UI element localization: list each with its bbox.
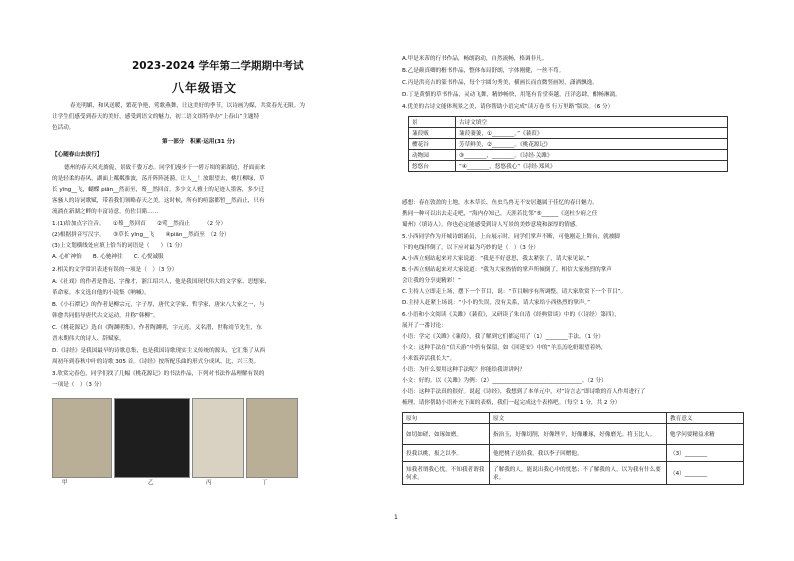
table-cell: 指治玉，好像切削，好像锉平，好像雕琢，好像磨光。将玉比人。 [490,424,667,445]
passage-line: 德州的春天风光旖旎，景致千姿万态。同学们漫步于一碧万顷的新湖边，抒面而来 [64,165,266,171]
table-cell: 动物园 [409,150,456,161]
question-1-3: (3)上文划横线处应填上恰当的词语是（ ）（1 分） [52,243,186,249]
poetry-fill-table [408,116,728,172]
option-d: D.《诗经》是我国最早的诗歌总集，也是我国诗歌现实主义传统的源头，它汇集了从西 [52,348,266,354]
dialogue-line: 小语：这种手法真的很好。说起《诗经》，我想到了本单元中，对“诗言志”即诗歌的育人作用进行了 [402,389,646,395]
calligraphy-image-bing [192,398,244,478]
question-4: 4.优美的古诗文能体现景之美，请你帮助小语完成“读万卷书 行万里路”版块。（6 分） [402,104,614,110]
option-d: D.主持人赶紧上场说：“小小的失误，没有关系，请大家给小西热烈的掌声。” [402,300,591,306]
option-a-cont: 革命家。本文选自他的小说集《呐喊》。 [52,290,150,296]
option-d-cont: 周初年到春秋中叶的诗歌 305 首。《诗经》按所配乐曲的形式分成风、比、兴三类。 [52,359,260,365]
calligraphy-image-ding [246,398,298,478]
calligraphy-image-yi [114,398,190,478]
passage-line: 长 yīng__飞，蝴蝶 piān__然而至，蓦__然回首，多少文人雅士的足迹人墨客，多少迁 [52,187,265,193]
intro-line: 春光明媚，和风送暖，繁花争艳，莺歌燕舞，让这美好的季节，以诗画为媒，共赏春光无限。为 [70,103,305,109]
table-cell: 如切如磋，如琢如磨。 [403,424,490,445]
table-cell: “④________，悠悠我心”《诗经·郑风》 [456,161,728,172]
image-label: 丙 [206,480,212,486]
table-cell: 他把桃子送给我，我以李子回赠他。 [490,445,667,462]
dialogue-line: 小语：为什么要用这种手法呢？你能给我讲讲吗？ [402,367,526,373]
q4-note: 感想：春在敦盈的土地，水木草长、鱼虫鸟兽无不安居邀属于佳忆的春日魅力。 [402,200,598,206]
table-header-cell: 原文 [490,413,667,424]
poetry-meaning-table [402,412,744,485]
table-cell: （3）________ [667,445,744,462]
intro-line: 色活动。 [52,125,75,131]
table-header-row [409,117,728,128]
table-cell: （4）________ [667,462,744,485]
option-d: D.丁是黄慎的草书作品，灵动飞舞，精妙畅快，用笔有肯堂奏越，汪洋恣肆，酣畅淋漓。 [402,92,621,98]
intro-line: 让学生们感受到春天的美好，感受到语文的魅力，初二语文组特举办“上春山”主题特 [52,114,260,120]
table-cell: 了解我的人，能说出我心中的忧愁；不了解我的人，以为我有什么要求。 [490,462,667,485]
option-a: A.《社戏》的作者是鲁迅，字豫才，浙江绍兴人，他是我国现代伟大的文学家、思想家、 [52,279,271,285]
table-row [403,424,744,445]
passage-line: 流淌在新湖之畔的丰富诗意，仿佐目睹…… [52,209,159,215]
table-header-row [403,413,744,424]
table-cell: 樱花谷 [409,139,456,150]
image-label: 丁 [262,480,268,486]
question-3: 3.欣赏完春色，同学们找了几幅《桃花源记》的书法作品，下列对书法作品理解有误的 [52,371,265,377]
page-number: 1 [394,514,398,521]
option-b: B.《小石潭记》的作者是柳宗元，字子厚，唐代文学家、哲学家，唐宋八大家之一，与 [52,302,265,308]
question-6: 6.小语和小文阅读《关雎》《蒹葭》，又研读了朱自清《经典常谈》中的《〈诗经〉第四》， [402,312,620,318]
question-5-cont: 下的电线拌倒了。以下应对最为巧妙的是（ ）（3 分） [402,245,539,251]
right-column [402,0,747,561]
dialogue-line: 小语：学完《关雎》《蒹葭》，我了解到它们都运用了（1）________手法。（1 分） [402,334,604,340]
question-1-options: A. 心旷神怡 B. 心驰神往 C. 心悦诚服 [52,254,164,260]
image-label: 甲 [62,480,68,486]
table-cell: 知我者谓我心忧，不知我者谓我何求。 [403,462,490,485]
question-1-1: 1.(1)给加点字注音。 ①蓦__然回首 ②莺__然而止 （2 分） [52,221,227,227]
table-header-cell: 景 [409,117,456,128]
option-c: C.主持人立即走上场，摆下一个节目，说：“节目顺序有所调整，请大家欣赏下一个节目”。 [402,289,627,295]
question-5: 5.小西同学作为开城诗朗诵员，上台展示时，同学们掌声不断，可他刚走上舞台，就被脚 [402,234,620,240]
left-column [52,0,388,561]
table-cell: 蒹葭贩 [409,128,456,139]
question-3-cont: 一项是（ ）（3 分） [52,382,105,388]
exam-title: 2023-2024 学年第二学期期中考试 [132,60,304,72]
dialogue-line: 小文：好的。以《关雎》为例：（2）________________________________。（2 分） [402,378,607,384]
option-b: B.小西立刻站起来对大家说道：“我为大家热情的掌声所倾倒了，相信大家热烈的掌声 [402,267,612,273]
table-row [409,139,728,150]
table-row [403,462,744,485]
option-b-cont: 韩愈共同倡导唐代古文运动，并称“韩柳”。 [52,313,159,319]
option-a: A.甲是米芾的行书作品，畅朗韵动，自然流畅，格调非凡。 [402,56,548,62]
dialogue-line: 小文：这种手法在“信天游”中仍有保留，如《回延安》中的“羊羔羔吃奶眼望着妈， [402,345,607,351]
table-cell: ③________，________。《诗经·关雎》 [456,150,728,161]
option-a: A.小西立刻站起来对大家说道：“我是不好意思，我太紧张了，请大家见谅。” [402,256,590,262]
passage-line: 客骚人的诗词歌赋，带着我们领略春天之美。这时候，所有的喧嚣都暂__然而止，只有 [52,198,265,204]
image-label: 乙 [148,480,154,486]
table-cell: 投我以桃，报之以李。 [403,445,490,462]
question-1-2: (2)根据拼音写汉字。 ③草长 yīng__飞 ④piān__然而至 （2 分） [52,232,230,238]
dialogue-line: 小米饭养活我长大”。 [402,356,456,362]
option-c-cont: 晋末期伟大的诗人、辞赋家。 [52,336,125,342]
activity-header: 【心随春山去拔行】 [52,152,103,158]
table-cell: 勉学问要精益求精 [667,424,744,445]
table-cell: 蒹葭萋萋，①________。”《蒹葭》 [456,128,728,139]
calligraphy-image-jia [52,398,112,478]
passage-line: 的是轻柔的春风，湖面上粼粼推波，荡开阵阵涟漪，让人__！放眼望去，桃红柳绿，草 [52,176,265,182]
table-header-cell: 教育意义 [667,413,744,424]
table-row [409,161,728,172]
table-row [409,128,728,139]
question-6-cont: 展开了一番讨论： [402,323,447,329]
q4-note: 携同一种可以出去走走吧，“海内存知己，天涯若比邻”⑤______《送杜少府之任 [402,211,598,217]
table-row [409,150,728,161]
subject-title: 八年级语文 [172,81,238,95]
table-cell: 悠悠台 [409,161,456,172]
table-header-cell: 古诗文填空 [456,117,728,128]
option-b-cont: 会让我的分享更精彩！” [402,278,461,284]
section-header: 第一部分 积累·运用(31 分) [162,139,235,145]
q4-note: 蜀州》（填诗人），你也必定能感受到诗人写景的美妙意境和深厚的情感。 [402,222,581,228]
table-row [403,445,744,462]
table-header-cell: 原句 [403,413,490,424]
option-c: C.《桃花源记》选自《陶渊明集》，作者陶渊明，字元亮，又名潜，世称靖节先生，东 [52,325,262,331]
table-cell: 芳草鲜美，②________。《桃花源记》 [456,139,728,150]
dialogue-line: 梳理，请你帮助小语补充下面的表格，我们一起完成这个表格吧。（每空 1 分，共 2 分） [402,400,621,406]
question-2: 2.相关的文学常识表述有误的一项是（ ）（3 分） [52,267,178,273]
option-c: C.丙是洪亮吉的篆书作品，每个字圆匀秀美，横画长而直微竖画短，潇洒飘逸。 [402,80,598,86]
option-b: B.乙是颜真卿的楷书作品，整体布局舒朗，字体刚健，一丝不苟。 [402,68,565,74]
